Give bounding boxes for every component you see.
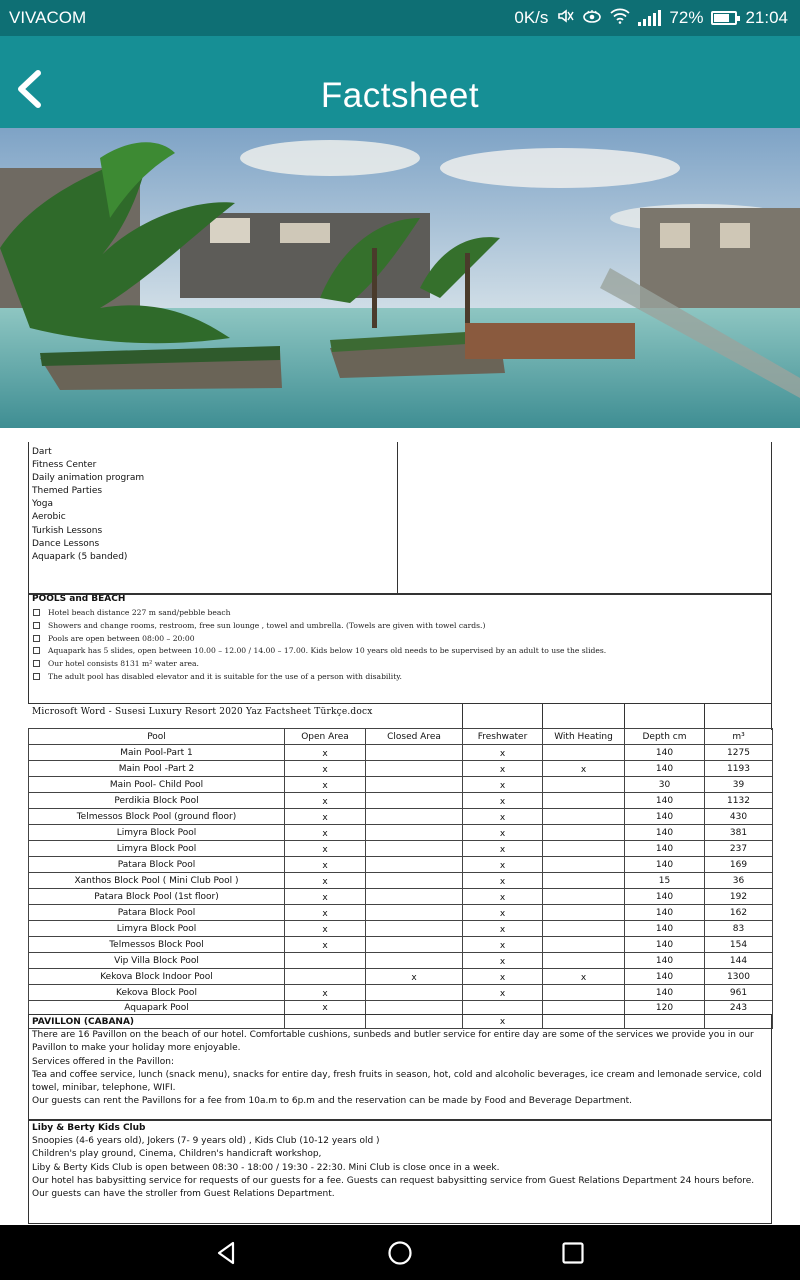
table-cell: 169: [705, 857, 773, 873]
back-triangle-icon: [214, 1240, 240, 1266]
table-cell: x: [463, 793, 543, 809]
pools-beach-item: Our hotel consists 8131 m² water area.: [48, 659, 199, 669]
divider: [771, 704, 772, 730]
hero-image: [0, 128, 800, 428]
table-cell: Kekova Block Indoor Pool: [29, 969, 285, 985]
table-row: [29, 937, 773, 953]
table-cell: [366, 809, 463, 825]
table-cell: [543, 825, 625, 841]
net-speed: 0K/s: [514, 8, 549, 27]
column-header: Closed Area: [366, 729, 463, 745]
table-cell: [543, 889, 625, 905]
divider: [624, 704, 625, 730]
table-cell: x: [463, 937, 543, 953]
table-cell: x: [463, 953, 543, 969]
column-header: Open Area: [285, 729, 366, 745]
activity-item: Daily animation program: [32, 473, 145, 484]
eye-icon: [582, 8, 602, 29]
table-row: [29, 873, 773, 889]
table-cell: 144: [705, 953, 773, 969]
list-item: [33, 658, 606, 671]
checkbox-bullet-icon: [33, 660, 40, 667]
table-cell: [366, 921, 463, 937]
activity-item: Fitness Center: [32, 460, 97, 471]
table-cell: x: [463, 1001, 543, 1029]
checkbox-bullet-icon: [33, 635, 40, 642]
table-cell: Limyra Block Pool: [29, 825, 285, 841]
table-cell: [366, 937, 463, 953]
pools-beach-item: Hotel beach distance 227 m sand/pebble beach: [48, 608, 231, 617]
table-cell: Limyra Block Pool: [29, 921, 285, 937]
table-cell: x: [285, 921, 366, 937]
table-cell: x: [285, 857, 366, 873]
table-cell: 140: [625, 969, 705, 985]
table-cell: [543, 777, 625, 793]
table-cell: 36: [705, 873, 773, 889]
activity-item: Turkish Lessons: [32, 525, 103, 536]
divider: [542, 704, 543, 730]
navigation-bar: [0, 1225, 800, 1280]
app-bar: [0, 36, 800, 128]
table-cell: x: [463, 825, 543, 841]
table-row: [29, 921, 773, 937]
table-cell: Perdikia Block Pool: [29, 793, 285, 809]
table-cell: [366, 873, 463, 889]
kids-club-text: Snoopies (4-6 years old), Jokers (7- 9 years old) , Kids Club (10-12 years old ): [32, 1136, 380, 1147]
table-cell: 381: [705, 825, 773, 841]
table-cell: x: [463, 857, 543, 873]
table-cell: x: [285, 889, 366, 905]
activities-box: [28, 442, 772, 604]
page-title: Factsheet: [320, 76, 480, 115]
column-header: Pool: [29, 729, 285, 745]
table-cell: 140: [625, 921, 705, 937]
table-cell: 140: [625, 809, 705, 825]
activity-item: Aquapark (5 banded): [32, 551, 128, 562]
table-row: [29, 761, 773, 777]
home-circle-icon: [387, 1240, 413, 1266]
status-bar: [0, 0, 800, 36]
table-cell: Telmessos Block Pool (ground floor): [29, 809, 285, 825]
table-row: [29, 905, 773, 921]
table-cell: 15: [625, 873, 705, 889]
table-cell: x: [463, 841, 543, 857]
pools-beach-list: [33, 607, 606, 684]
battery-fill: [714, 14, 728, 22]
table-cell: [543, 841, 625, 857]
table-cell: x: [285, 1001, 366, 1029]
list-item: [33, 671, 606, 684]
pools-beach-item: Showers and change rooms, restroom, free sun lounge , towel and umbrella. (Towels are given with towel cards.): [48, 620, 486, 630]
column-header: m³: [705, 729, 773, 745]
table-cell: 140: [625, 953, 705, 969]
table-cell: [543, 905, 625, 921]
pavillon-title: PAVILLON (CABANA): [32, 1017, 135, 1027]
carrier-name: VIVACOM: [9, 8, 87, 27]
clock: 21:04: [745, 8, 788, 27]
table-row: [29, 985, 773, 1001]
table-cell: x: [285, 745, 366, 761]
activity-item: Dance Lessons: [32, 538, 100, 549]
table-cell: [543, 793, 625, 809]
table-cell: [366, 985, 463, 1001]
pools-beach-title: POOLS and BEACH: [32, 594, 126, 604]
nav-back-button[interactable]: [202, 1228, 252, 1278]
status-icons: [514, 7, 788, 30]
table-cell: Kekova Block Pool: [29, 985, 285, 1001]
table-cell: [366, 857, 463, 873]
list-item: [33, 607, 606, 620]
kids-club-title: Liby & Berty Kids Club: [32, 1123, 146, 1133]
table-cell: 140: [625, 793, 705, 809]
table-cell: Limyra Block Pool: [29, 841, 285, 857]
table-row: [29, 777, 773, 793]
list-item: [33, 633, 606, 646]
table-cell: [543, 809, 625, 825]
table-cell: 140: [625, 825, 705, 841]
table-row: [29, 969, 773, 985]
table-cell: [285, 953, 366, 969]
table-cell: [366, 841, 463, 857]
table-cell: 1193: [705, 761, 773, 777]
pavillon-text: Services offered in the Pavillon:: [32, 1056, 174, 1067]
table-header-row: [29, 729, 773, 745]
table-row: [29, 793, 773, 809]
table-cell: [366, 825, 463, 841]
table-cell: x: [543, 761, 625, 777]
table-row: [29, 857, 773, 873]
divider: [462, 704, 463, 730]
table-cell: [543, 937, 625, 953]
table-cell: Xanthos Block Pool ( Mini Club Pool ): [29, 873, 285, 889]
table-cell: [366, 745, 463, 761]
table-cell: 1132: [705, 793, 773, 809]
factsheet-document: [0, 428, 800, 1225]
column-header: Depth cm: [625, 729, 705, 745]
activities-list: [32, 446, 144, 564]
table-cell: x: [285, 761, 366, 777]
table-cell: Patara Block Pool: [29, 857, 285, 873]
table-cell: x: [285, 809, 366, 825]
divider: [704, 704, 705, 730]
table-cell: Main Pool -Part 2: [29, 761, 285, 777]
column-header: With Heating: [543, 729, 625, 745]
table-cell: 140: [625, 761, 705, 777]
table-cell: x: [285, 825, 366, 841]
wifi-icon: [610, 8, 630, 29]
table-cell: [543, 873, 625, 889]
table-row: [29, 841, 773, 857]
pools-beach-item: Aquapark has 5 slides, open between 10.00 – 12.00 / 14.00 – 17.00. Kids below 10 years old needs to be supervised by an adult to use the slides.: [48, 646, 607, 656]
table-cell: 140: [625, 889, 705, 905]
checkbox-bullet-icon: [33, 622, 40, 629]
table-cell: 120: [625, 1001, 705, 1029]
table-cell: x: [285, 873, 366, 889]
table-cell: 83: [705, 921, 773, 937]
table-cell: x: [285, 905, 366, 921]
table-cell: x: [463, 745, 543, 761]
kids-club-section: [28, 1120, 772, 1224]
mute-icon: [556, 7, 574, 30]
table-row: [29, 889, 773, 905]
table-cell: x: [285, 937, 366, 953]
table-cell: Main Pool-Part 1: [29, 745, 285, 761]
table-cell: Main Pool- Child Pool: [29, 777, 285, 793]
table-cell: x: [285, 793, 366, 809]
pavillon-text: Our guests can rent the Pavillons for a fee from 10a.m to 6p.m and the reservation can be made by Food and Beverage Department.: [32, 1096, 633, 1107]
table-cell: 30: [625, 777, 705, 793]
table-cell: x: [285, 777, 366, 793]
table-cell: 140: [625, 937, 705, 953]
table-cell: 237: [705, 841, 773, 857]
table-cell: 192: [705, 889, 773, 905]
column-divider: [397, 442, 398, 593]
checkbox-bullet-icon: [33, 647, 40, 654]
table-cell: x: [285, 841, 366, 857]
table-cell: [543, 953, 625, 969]
table-cell: x: [366, 969, 463, 985]
table-cell: 140: [625, 905, 705, 921]
table-cell: 140: [625, 745, 705, 761]
pavillon-text: There are 16 Pavillon on the beach of our hotel. Comfortable cushions, sunbeds and butler service for entire day are some of the services we provide you in our Pavillon to make your holiday more enjoyable.: [32, 1030, 754, 1054]
list-item: [33, 645, 606, 658]
table-cell: Patara Block Pool: [29, 905, 285, 921]
table-cell: 140: [625, 985, 705, 1001]
table-row: [29, 809, 773, 825]
table-cell: Vip Villa Block Pool: [29, 953, 285, 969]
table-cell: 961: [705, 985, 773, 1001]
table-cell: [543, 921, 625, 937]
table-cell: x: [543, 969, 625, 985]
table-row: [29, 953, 773, 969]
table-row: [29, 825, 773, 841]
table-cell: x: [463, 921, 543, 937]
pools-beach-box: [28, 594, 772, 704]
table-row: [29, 745, 773, 761]
pools-beach-item: The adult pool has disabled elevator and it is suitable for the use of a person with disability.: [48, 671, 402, 681]
battery-percent: 72%: [669, 8, 704, 27]
activity-item: Aerobic: [32, 512, 66, 523]
table-cell: x: [463, 761, 543, 777]
kids-club-text: Our hotel has babysitting service for requests of our guests for a fee. Guests can request babysitting service from Guest Relations Department 24 hours before. Our guests can have the stroller from Guest Relations Department.: [32, 1175, 755, 1200]
table-cell: 162: [705, 905, 773, 921]
checkbox-bullet-icon: [33, 609, 40, 616]
table-cell: 1300: [705, 969, 773, 985]
table-cell: 243: [705, 1001, 773, 1029]
table-cell: 430: [705, 809, 773, 825]
table-cell: 140: [625, 857, 705, 873]
table-cell: [543, 857, 625, 873]
kids-club-text: Children's play ground, Cinema, Children's handicraft workshop,: [32, 1149, 322, 1160]
activity-item: Dart: [32, 447, 52, 457]
table-cell: [543, 745, 625, 761]
table-cell: x: [463, 985, 543, 1001]
table-cell: x: [285, 985, 366, 1001]
table-cell: x: [463, 969, 543, 985]
recents-square-icon: [560, 1240, 586, 1266]
kids-club-text: Liby & Berty Kids Club is open between 08:30 - 18:00 / 19:30 - 22:30. Mini Club is close once in a week.: [32, 1162, 500, 1173]
table-cell: x: [463, 777, 543, 793]
table-cell: [366, 953, 463, 969]
table-cell: Patara Block Pool (1st floor): [29, 889, 285, 905]
checkbox-bullet-icon: [33, 673, 40, 680]
table-cell: [543, 985, 625, 1001]
table-cell: [366, 889, 463, 905]
battery-icon: [711, 11, 737, 25]
table-cell: x: [463, 905, 543, 921]
document-filename: Microsoft Word - Susesi Luxury Resort 2020 Yaz Factsheet Türkçe.docx: [32, 707, 373, 717]
table-cell: [366, 777, 463, 793]
pool-table-body: [29, 745, 773, 1029]
table-cell: x: [463, 889, 543, 905]
pavillon-text: Tea and coffee service, lunch (snack menu), snacks for entire day, fresh fruits in season, hot, cold and alcoholic beverages, ice cream and lemonade service, cold towel, minibar, telephone, WIFI.: [32, 1069, 762, 1094]
table-cell: 1275: [705, 745, 773, 761]
table-cell: 154: [705, 937, 773, 953]
nav-home-button[interactable]: [375, 1228, 425, 1278]
table-cell: x: [463, 809, 543, 825]
activity-item: Yoga: [32, 499, 54, 510]
nav-recents-button[interactable]: [548, 1228, 598, 1278]
table-cell: 39: [705, 777, 773, 793]
pavillon-section: [28, 1014, 772, 1120]
table-cell: 140: [625, 841, 705, 857]
table-cell: [366, 761, 463, 777]
table-cell: [366, 793, 463, 809]
list-item: [33, 620, 606, 633]
activity-item: Themed Parties: [32, 486, 103, 497]
pool-table: [28, 728, 773, 1029]
column-header: Freshwater: [463, 729, 543, 745]
pools-beach-item: Pools are open between 08:00 – 20:00: [48, 633, 195, 643]
table-cell: Telmessos Block Pool: [29, 937, 285, 953]
table-cell: [366, 905, 463, 921]
table-cell: [285, 969, 366, 985]
table-cell: Aquapark Pool: [29, 1001, 285, 1029]
signal-icon: [638, 10, 661, 26]
table-cell: x: [463, 873, 543, 889]
